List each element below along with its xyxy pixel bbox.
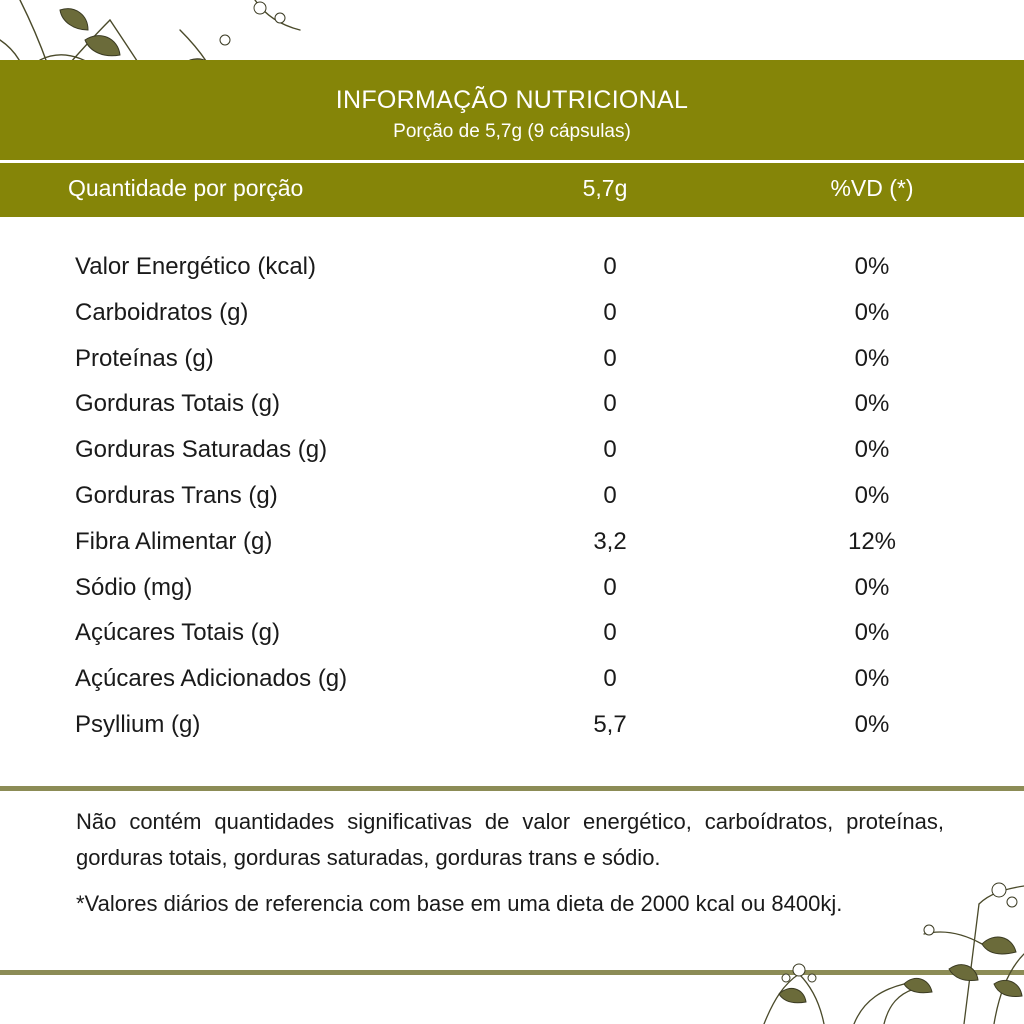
table-row <box>0 382 1024 428</box>
header-divider <box>0 160 1024 163</box>
nutrient-name: Gorduras Saturadas (g) <box>75 436 328 464</box>
table-row <box>0 291 1024 337</box>
table-row <box>0 337 1024 383</box>
nutrient-vd: 0% <box>854 619 890 647</box>
nutrient-vd: 0% <box>854 344 890 372</box>
nutrient-vd: 0% <box>854 298 890 326</box>
column-header-amount: 5,7g <box>582 175 628 201</box>
nutrient-amount: 0 <box>603 344 617 372</box>
nutrient-table <box>0 245 1024 749</box>
column-header-label: Quantidade por porção <box>68 175 304 201</box>
table-row <box>0 657 1024 703</box>
nutrient-name: Gorduras Trans (g) <box>75 481 278 509</box>
nutrient-name: Sódio (mg) <box>75 573 193 601</box>
nutrient-name: Açúcares Adicionados (g) <box>75 665 348 693</box>
nutrient-amount: 3,2 <box>593 527 627 555</box>
page-title: INFORMAÇÃO NUTRICIONAL <box>335 86 689 114</box>
table-row <box>0 703 1024 749</box>
nutrient-amount: 0 <box>603 390 617 418</box>
footnote-not-significant: Não contém quantidades significativas de valor energético, carboídratos, proteínas, gorduras totais, gorduras saturadas, gorduras trans e sódio. <box>76 809 944 870</box>
nutrient-vd: 0% <box>854 253 890 280</box>
divider-top <box>0 786 1024 791</box>
nutrient-vd: 0% <box>854 573 890 601</box>
nutrient-name: Gorduras Totais (g) <box>75 390 280 418</box>
nutrient-name: Açúcares Totais (g) <box>75 619 280 647</box>
table-row <box>0 245 1024 291</box>
nutrient-amount: 0 <box>603 481 617 509</box>
nutrient-amount: 5,7 <box>593 710 627 738</box>
nutrient-name: Valor Energético (kcal) <box>75 253 316 280</box>
nutrient-amount: 0 <box>603 665 617 693</box>
nutrient-vd: 0% <box>854 710 890 738</box>
column-header-vd: %VD (*) <box>830 175 914 201</box>
nutrient-vd: 0% <box>854 436 890 464</box>
footnote-daily-values: *Valores diários de referencia com base em uma dieta de 2000 kcal ou 8400kj. <box>76 891 843 916</box>
nutrient-vd: 0% <box>854 390 890 418</box>
serving-size: Porção de 5,7g (9 cápsulas) <box>393 121 631 142</box>
nutrient-amount: 0 <box>603 619 617 647</box>
nutrient-vd: 0% <box>854 481 890 509</box>
nutrient-amount: 0 <box>603 253 617 280</box>
nutrient-name: Carboidratos (g) <box>75 298 249 326</box>
table-row <box>0 428 1024 474</box>
nutrient-vd: 0% <box>854 665 890 693</box>
nutrient-name: Proteínas (g) <box>75 344 214 372</box>
nutrient-amount: 0 <box>603 298 617 326</box>
table-row <box>0 611 1024 657</box>
nutrient-name: Psyllium (g) <box>75 710 201 738</box>
table-row <box>0 474 1024 520</box>
nutrient-amount: 0 <box>603 436 617 464</box>
nutrient-vd: 12% <box>847 527 897 555</box>
nutrient-name: Fibra Alimentar (g) <box>75 527 273 555</box>
divider-bottom <box>0 970 1024 975</box>
table-row <box>0 566 1024 612</box>
nutrient-amount: 0 <box>603 573 617 601</box>
table-row <box>0 520 1024 566</box>
